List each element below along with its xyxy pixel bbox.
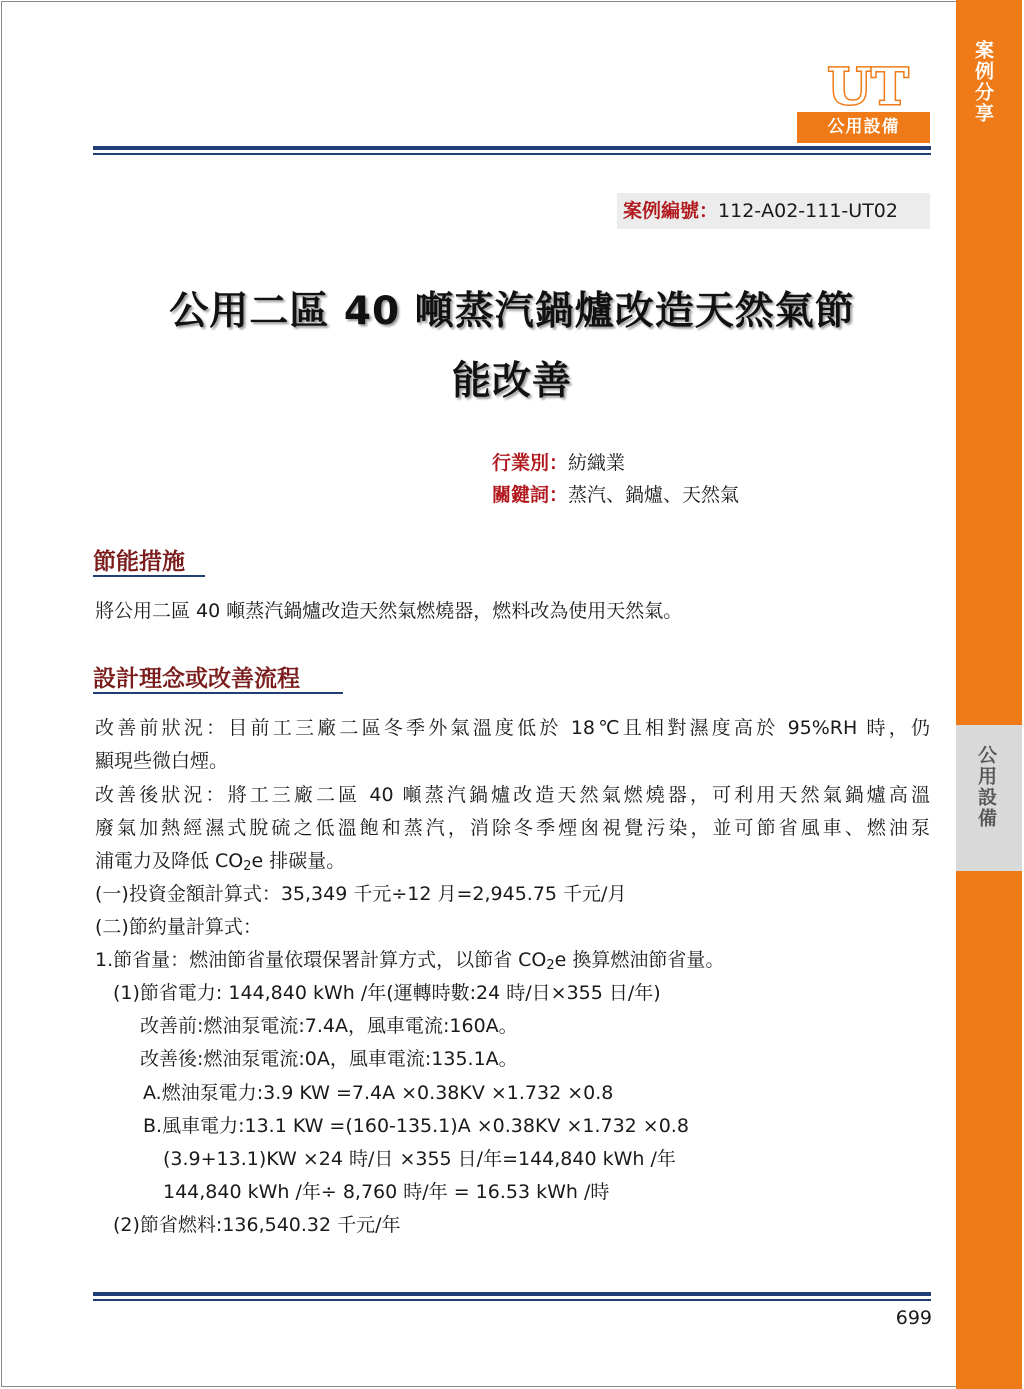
case-number-value: 112-A02-111-UT02 — [718, 200, 898, 222]
footer-rule-thick — [93, 1292, 931, 1296]
after-status-line-3-tail: e 排碳量。 — [251, 850, 346, 872]
header-rule-thin — [93, 153, 931, 155]
after-status-line-2: 廢氣加熱經濕式脫硫之低溫飽和蒸汽，消除冬季煙囪視覺污染，並可節省風車、燃油泵 — [95, 817, 930, 839]
co2-subscript: 2 — [546, 958, 555, 973]
hourly-power-calc: 144,840 kWh /年÷ 8,760 時/年 = 16.53 kWh /時 — [163, 1181, 610, 1203]
case-number-label: 案例編號： — [623, 200, 719, 222]
after-currents: 改善後:燃油泵電流:0A，風車電流:135.1A。 — [140, 1048, 518, 1070]
measures-text: 將公用二區 40 噸蒸汽鍋爐改造天然氣燃燒器，燃料改為使用天然氣。 — [95, 600, 683, 622]
case-number — [617, 193, 930, 229]
after-status-line-3 — [95, 848, 345, 880]
keywords-value: 蒸汽、鍋爐、天然氣 — [568, 484, 740, 506]
fan-power: B.風車電力:13.1 KW =(160-135.1)A ×0.38KV ×1.732 ×0.8 — [143, 1115, 689, 1137]
fuel-saving: (2)節省燃料:136,540.32 千元/年 — [113, 1214, 401, 1236]
annual-power-calc: (3.9+13.1)KW ×24 時/日 ×355 日/年=144,840 kWh /年 — [163, 1148, 676, 1170]
section-heading-design-underline — [93, 692, 343, 694]
section-heading-design: 設計理念或改善流程 — [93, 666, 300, 692]
co2-subscript: 2 — [243, 859, 252, 874]
saving-item-1 — [95, 947, 724, 979]
investment-formula: (一)投資金額計算式：35,349 千元÷12 月=2,945.75 千元/月 — [95, 883, 627, 905]
before-status-line-1: 改善前狀況：目前工三廠二區冬季外氣溫度低於 18℃且相對濕度高於 95%RH 時，仍 — [95, 717, 930, 739]
page-title-line-1: 公用二區 40 噸蒸汽鍋爐改造天然氣節 — [169, 289, 855, 334]
electricity-saving: (1)節省電力: 144,840 kWh /年(運轉時數:24 時/日×355 日/年) — [113, 982, 661, 1004]
oil-pump-power: A.燃油泵電力:3.9 KW =7.4A ×0.38KV ×1.732 ×0.8 — [143, 1082, 614, 1104]
side-tab-bar — [956, 0, 1022, 1389]
after-status-line-3-text: 浦電力及降低 CO — [95, 850, 244, 872]
header-rule-thick — [93, 146, 931, 150]
industry-row — [492, 451, 625, 475]
footer-rule-thin — [93, 1299, 931, 1301]
logo-category-label: 公用設備 — [797, 112, 930, 143]
keywords-row — [492, 483, 739, 507]
after-status-line-1: 改善後狀況：將工三廠二區 40 噸蒸汽鍋爐改造天然氣燃燒器，可利用天然氣鍋爐高溫 — [95, 784, 930, 806]
industry-label: 行業別： — [492, 452, 569, 474]
ut-logo — [808, 62, 928, 110]
before-status-line-2: 顯現些微白煙。 — [95, 750, 229, 772]
page-title-line-2: 能改善 — [451, 359, 572, 404]
side-tab-case-share: 案例分享 — [972, 40, 994, 124]
industry-value: 紡織業 — [568, 452, 626, 474]
page-number: 699 — [895, 1307, 932, 1329]
ut-logo-text: UT — [827, 62, 909, 110]
saving-item-1-tail: e 換算燃油節省量。 — [554, 949, 725, 971]
before-currents: 改善前:燃油泵電流:7.4A，風車電流:160A。 — [140, 1015, 518, 1037]
saving-item-1-text: 1.節省量：燃油節省量依環保署計算方式，以節省 CO — [95, 949, 547, 971]
section-heading-measures-underline — [93, 575, 205, 577]
saving-formula-heading: (二)節約量計算式： — [95, 916, 262, 938]
section-heading-measures: 節能措施 — [93, 549, 185, 575]
keywords-label: 關鍵詞： — [492, 484, 569, 506]
side-tab-utilities: 公用設備 — [975, 745, 997, 829]
